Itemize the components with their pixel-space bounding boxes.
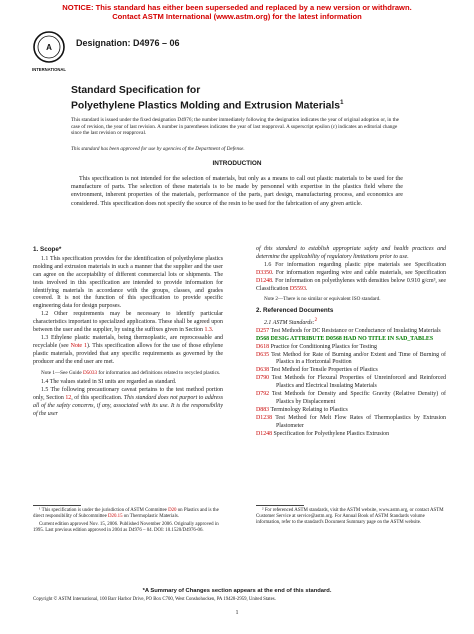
footnotes-left: [33, 508, 223, 536]
ref-code-link[interactable]: D568: [256, 335, 270, 342]
designation: Designation: D4976 – 06: [76, 38, 180, 48]
footnote-1: ¹ This specification is under the jurisdiction of ASTM Committee D20 on Plastics and is the direct responsibility of Subcommittee D20.15 on Thermoplastic Materials.: [33, 508, 219, 520]
summary-of-changes-note: *A Summary of Changes section appears at the end of this standard.: [142, 588, 332, 594]
astm-logo-icon: [32, 30, 66, 74]
reference-item: D1238 Test Method for Melt Flow Rates of Thermoplastics by Extrusion Plastometer: [256, 414, 446, 429]
svg-text:A: A: [46, 43, 52, 52]
reference-item: D568 DESIG ATTRIBUTE D0568 HAD NO TITLE IN SAD_TABLES: [256, 335, 434, 342]
para-1-6: 1.6 For information regarding plastic pipe materials see Specification D3350. For information regarding wire and cable materials, see Specification D1248. For information on polyethylenes with densities below 0.910 g/cm³, see Classification D5593.: [256, 261, 446, 292]
para-1-3: 1.3 Ethylene plastic materials, being thermoplastic, are reprocessable and recyclable (see Note 1). This specification allows for the use of those ethylene plastic materials, provided that any specific requirements as governed by the producer and the end user are met.: [33, 334, 223, 365]
notice-line-2: Contact ASTM International (www.astm.org) for the latest information: [112, 12, 362, 21]
link-committee-d20[interactable]: D20: [168, 508, 177, 513]
ref-code-link[interactable]: D883: [256, 406, 270, 413]
ref-code-link[interactable]: D1238: [256, 414, 273, 421]
ref-code-link[interactable]: D792: [256, 391, 270, 398]
link-d3350[interactable]: D3350: [256, 269, 273, 276]
ref-code-link[interactable]: D618: [256, 343, 270, 350]
document-title: [71, 84, 411, 112]
ref-code-link[interactable]: D1248: [256, 430, 273, 437]
copyright-line: Copyright © ASTM International, 100 Barr Harbor Drive, PO Box C700, West Conshohocken, PA 19428-2959, United States.: [33, 597, 276, 602]
logo-text: INTERNATIONAL: [32, 67, 66, 72]
page-number: 1: [235, 610, 239, 616]
footnotes-right: [256, 508, 446, 528]
reference-item: D257 Test Methods for DC Resistance or Conductance of Insulating Materials: [256, 327, 441, 334]
footnote-2-ref[interactable]: 2: [314, 317, 318, 323]
issue-note: This standard is issued under the fixed designation D4976; the number immediately following the designation indicates the year of original adoption or, in the case of revision, the year of last revision. A number in parentheses indicates the year of last reapproval. A superscript epsilon (ε) indicates an editorial change since the last revision or reapproval.: [71, 117, 399, 137]
reference-item: D790 Test Methods for Flexural Properties of Unreinforced and Reinforced Plastics and Electrical Insulating Materials: [256, 375, 446, 390]
note-1: Note 1—See Guide D5033 for information and definitions related to recycled plastics.: [41, 369, 221, 376]
link-d5593[interactable]: D5593: [289, 285, 306, 292]
ref-code-link[interactable]: D635: [256, 351, 270, 358]
footnote-divider-left: [33, 505, 81, 506]
link-d5033[interactable]: D5033: [82, 369, 98, 376]
title-line-2: Polyethylene Plastics Molding and Extrusion Materials: [71, 100, 341, 112]
para-1-2: 1.2 Other requirements may be necessary to identify particular characteristics important to specialized applications. These shall be agreed upon between the user and the supplier, by using the suffixes given in Section 1.3.: [33, 311, 223, 334]
intro-heading: INTRODUCTION: [212, 160, 262, 167]
scope-heading: 1. Scope*: [33, 246, 62, 253]
link-subcommittee-d20-15[interactable]: D20.15: [107, 514, 123, 520]
ref-code-link[interactable]: D638: [256, 367, 270, 374]
reference-item: D635 Test Method for Rate of Burning and/or Extent and Time of Burning of Plastics in a Horizontal Position: [256, 351, 446, 366]
reference-item: D618 Practice for Conditioning Plastics for Testing: [256, 343, 377, 350]
footnote-2: ² For referenced ASTM standards, visit the ASTM website, www.astm.org, or contact ASTM Customer Service at service@astm.org. For Annual Book of ASTM Standards volume information, refer to the standard's Document Summary page on the ASTM website.: [256, 508, 444, 526]
reference-item: D1248 Specification for Polyethylene Plastics Extrusion: [256, 430, 390, 437]
para-1-4: 1.4 The values stated in SI units are regarded as standard.: [41, 379, 177, 386]
title-line-1: Standard Specification for: [71, 85, 201, 96]
ref-code-link[interactable]: D790: [256, 375, 270, 382]
reference-item: D638 Test Method for Tensile Properties of Plastics: [256, 367, 378, 374]
dod-note: This standard has been approved for use by agencies of the Department of Defense.: [71, 146, 245, 152]
intro-text: This specification is not intended for the selection of materials, but only as a means to call out plastic materials to be used for the manufacture of parts. The selection of these materials is to be made by personnel with expertise in the plastics field where the environment, inherent properties of the materials, performance of the parts, part design, manufacturing process, and economics are considered. This specification does not specify the source of the resin to be used for the fabrication of any given article.: [71, 176, 403, 207]
reference-item: D792 Test Methods for Density and Specific Gravity (Relative Density) of Plastics by Displacement: [256, 391, 446, 405]
para-1-5-cont: of this standard to establish appropriate safety and health practices and determine the applicability of regulatory limitations prior to use.: [256, 246, 446, 260]
astm-standards-subheading: 2.1 ASTM Standards:$^2$: [264, 317, 318, 326]
para-1-1: 1.1 This specification provides for the identification of polyethylene plastics molding and extrusion materials in such a manner that the supplier and the user can agree on the acceptability of different commercial lots or shipments. The tests involved in this specification are intended to provide information for identifying materials in accordance with the groups, classes, and grades covered. It is not the function of this specification to provide specific engineering data for design purposes.: [33, 255, 223, 310]
ref-code-link[interactable]: D257: [256, 327, 270, 334]
footnote-divider-right: [256, 505, 304, 506]
link-section-12[interactable]: 12: [65, 395, 72, 401]
reference-list: [256, 328, 446, 439]
para-1-5: 1.5 The following precautionary caveat pertains to the test method portion only, Section 12, of this specification. This standard does not purport to address all of the safety concerns, if any, associated with its use. It is the responsibility of the user: [33, 387, 223, 417]
notice-line-1: NOTICE: This standard has either been superseded and replaced by a new version or withdrawn.: [62, 3, 412, 12]
referenced-documents-heading: 2. Referenced Documents: [256, 307, 334, 315]
link-note-1[interactable]: Note 1: [70, 342, 87, 349]
superseded-notice: [0, 3, 474, 21]
right-column: [256, 246, 446, 439]
reference-item: D883 Terminology Relating to Plastics: [256, 406, 348, 413]
left-column: [33, 246, 223, 419]
title-footnote-ref[interactable]: 1: [340, 100, 344, 106]
note-2: Note 2—There is no similar or equivalent ISO standard.: [264, 296, 381, 303]
link-d1248[interactable]: D1248: [256, 277, 273, 284]
link-section-1-3[interactable]: 1.3: [204, 327, 212, 334]
edition-note: Current edition approved Nov. 15, 2006. Published November 2006. Originally approved in 1995. Last previous edition approved in 2004 as D4976 – 04. DOI: 10.1520/D4976-06.: [33, 521, 219, 534]
